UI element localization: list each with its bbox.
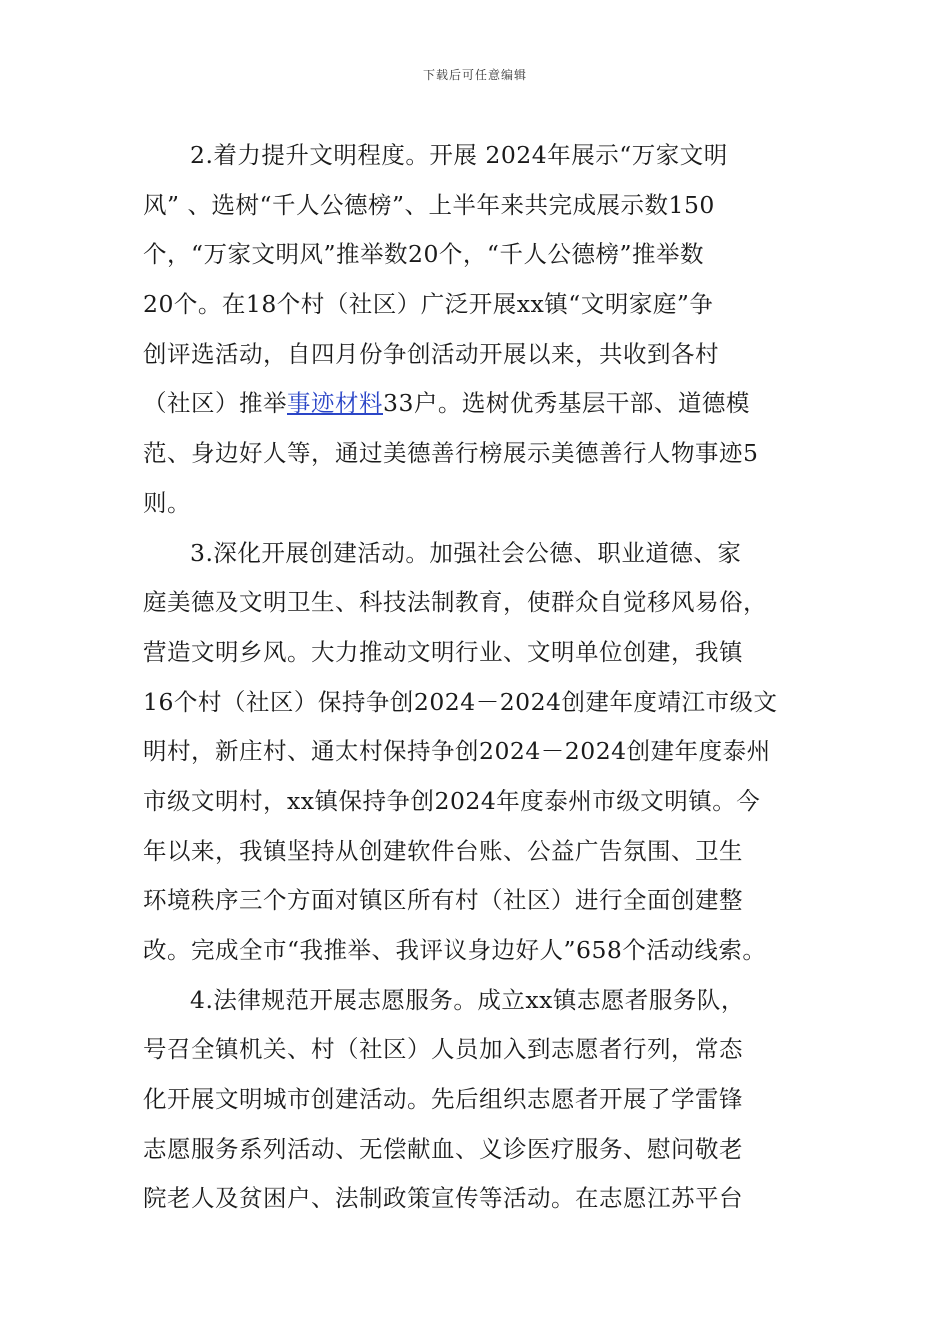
- text-line: 个，“万家文明风”推举数20个，“千人公德榜”推举数: [143, 240, 704, 269]
- text-line: 志愿服务系列活动、无偿献血、义诊医疗服务、慰问敬老: [143, 1134, 743, 1163]
- text-line: 20个。在18个村（社区）广泛开展xx镇“文明家庭”争: [143, 290, 714, 319]
- materials-link[interactable]: 事迹材料: [287, 389, 383, 418]
- document-body: [143, 131, 823, 1224]
- text-line: 院老人及贫困户、法制政策宣传等活动。在志愿江苏平台: [143, 1184, 743, 1213]
- text-line-with-link: [143, 379, 823, 429]
- text-line: 营造文明乡风。大力推动文明行业、文明单位创建，我镇: [143, 637, 743, 666]
- text-line: 市级文明村，xx镇保持争创2024年度泰州市级文明镇。今: [143, 786, 761, 815]
- text-line: 明村，新庄村、通太村保持争创2024－2024创建年度泰州: [143, 737, 771, 766]
- text-line: 2.着力提升文明程度。开展 2024年展示“万家文明: [190, 141, 728, 169]
- text-line: 则。: [143, 488, 191, 517]
- text-line: 号召全镇机关、村（社区）人员加入到志愿者行列，常态: [143, 1035, 743, 1064]
- text-line: 年以来，我镇坚持从创建软件台账、公益广告氛围、卫生: [143, 836, 743, 865]
- text-line: 环境秩序三个方面对镇区所有村（社区）进行全面创建整: [143, 886, 743, 915]
- text-fragment: 33户。选树优秀基层干部、道德模: [383, 389, 750, 418]
- text-line: 范、身边好人等，通过美德善行榜展示美德善行人物事迹5: [143, 439, 759, 468]
- page-header-note: 下载后可任意编辑: [422, 68, 527, 82]
- text-line: 风” 、选树“千人公德榜”、上半年来共完成展示数150: [143, 190, 715, 219]
- text-line: 创评选活动，自四月份争创活动开展以来，共收到各村: [143, 339, 719, 368]
- text-line: 3.深化开展创建活动。加强社会公德、职业道德、家: [190, 538, 742, 567]
- text-line: 庭美德及文明卫生、科技法制教育，使群众自觉移风易俗，: [143, 588, 767, 617]
- text-line: 4.法律规范开展志愿服务。成立xx镇志愿者服务队，: [190, 985, 745, 1014]
- text-line: 16个村（社区）保持争创2024－2024创建年度靖江市级文: [143, 687, 778, 716]
- text-line: 化开展文明城市创建活动。先后组织志愿者开展了学雷锋: [143, 1085, 743, 1114]
- text-line: 改。完成全市“我推举、我评议身边好人”658个活动线索。: [143, 936, 767, 964]
- text-fragment: （社区）推举: [143, 389, 287, 418]
